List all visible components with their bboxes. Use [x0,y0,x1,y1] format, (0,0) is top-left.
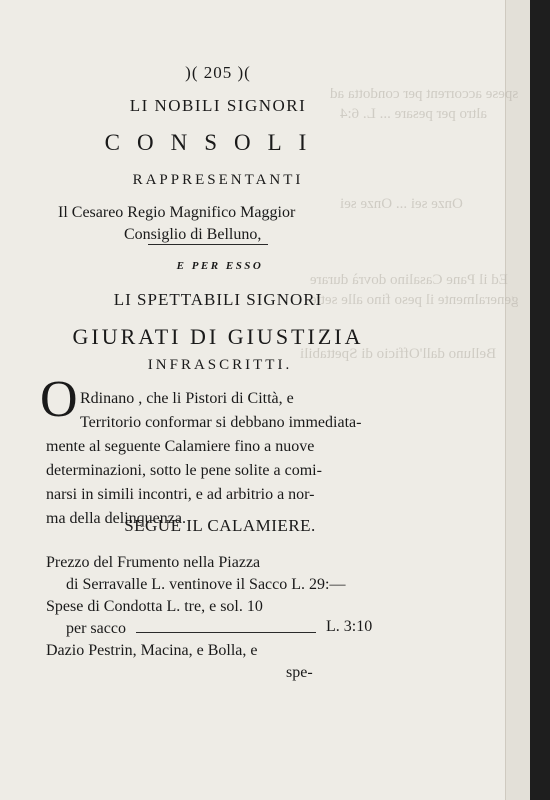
calamiere-line: Dazio Pestrin, Macina, e Bolla, e [46,642,258,659]
show-through-text: Onze sei ... Onze sei [340,196,463,212]
council-line-2: Consiglio di Belluno, [124,226,262,243]
leader-rule [136,632,316,633]
calamiere-line: Spese di Condotta L. tre, e sol. 10 [46,598,263,615]
body-line: mente al seguente Calamiere fino a nuove [46,438,315,455]
page-number: )( 205 )( [185,63,251,82]
show-through-text: Belluno dall'Officio di Spettabili [300,346,497,362]
body-line: determinazioni, sotto le pene solite a comi- [46,462,322,479]
heading-rappresentanti: RAPPRESENTANTI [132,172,304,188]
council-line-1: Il Cesareo Regio Magnifico Maggior [58,204,296,221]
calamiere-amount: L. 3:10 [326,618,373,635]
show-through-text: altro per pesare ... L. 6:4 [340,106,488,122]
body-line: narsi in simili incontri, e ad arbitrio a nor- [46,486,315,503]
heading-spettabili: LI SPETTABILI SIGNORI [113,290,323,309]
heading-consoli: CONSOLI [104,130,324,155]
calamiere-line: di Serravalle L. ventinove il Sacco L. 29:— [66,576,346,593]
calamiere-line: per sacco [66,620,126,637]
catchword: spe- [286,664,313,681]
body-line: Rdinano , che li Pistori di Città, e [80,390,294,407]
show-through-text: generalmente il peso fino alle sette [310,292,519,308]
drop-cap: O [40,371,78,428]
body-line: Territorio conformar si debbano immediata- [80,414,362,431]
heading-infrascritti: INFRASCRITTI. [147,357,293,373]
divider-rule [148,244,268,245]
heading-giurati: GIURATI DI GIUSTIZIA [72,324,364,349]
show-through-text: spese accorrent per condotta ad [330,86,519,102]
heading-e-per-esso: E PER ESSO [176,260,264,272]
calamiere-line: Prezzo del Frumento nella Piazza [46,554,261,571]
body-line: ma della delinquenza. [46,510,186,527]
heading-nobili: LI NOBILI SIGNORI [129,96,307,115]
show-through-text: Ed il Pane Casalino dovrà durare [310,272,508,288]
heading-segue: SEGUE IL CALAMIERE. [124,516,316,535]
